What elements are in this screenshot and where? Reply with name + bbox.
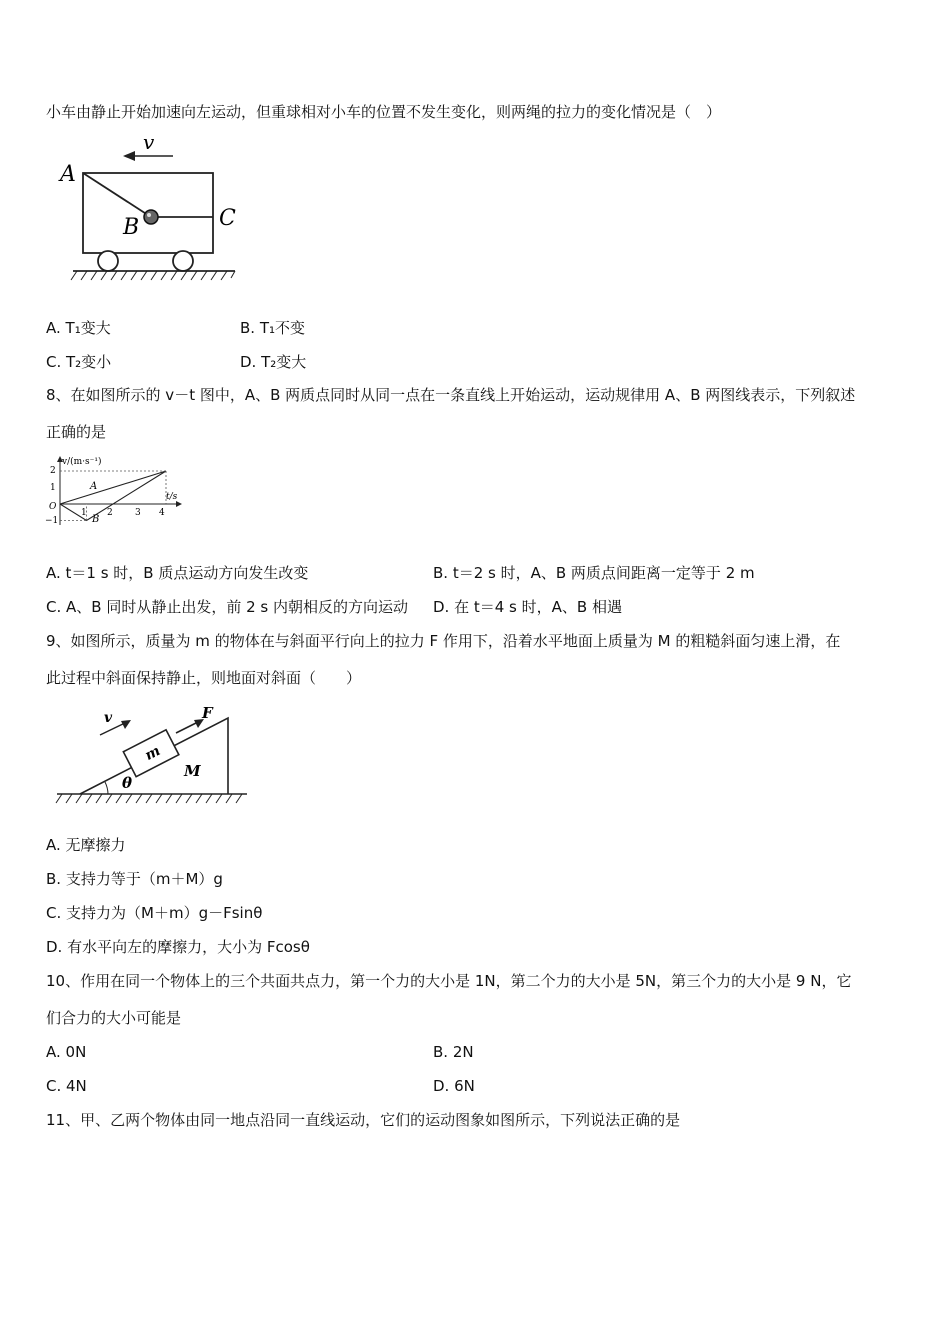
q8-ylabel: v/(m·s⁻¹) (62, 457, 102, 467)
q8-xtick: 2 (107, 508, 113, 518)
q7-cart-figure (55, 128, 255, 288)
q8-xtick: 3 (135, 508, 141, 518)
q10-option-c[interactable]: C. 4N (46, 1077, 87, 1095)
q9-option-d[interactable]: D. 有水平向左的摩擦力，大小为 Fcosθ (46, 938, 310, 956)
q8-xtick: 1 (81, 508, 87, 518)
q7-C-label: C (219, 206, 236, 231)
q8-vt-chart (44, 453, 194, 533)
q8-stem-line1: 8、在如图所示的 v－t 图中，A、B 两质点同时从同一点在一条直线上开始运动，运动规律用 A、B 两图线表示，下列叙述 (46, 386, 856, 404)
q9-option-c[interactable]: C. 支持力为（M＋m）g－Fsinθ (46, 904, 263, 922)
q8-xtick: 4 (159, 508, 165, 518)
q7-B-label: B (123, 215, 140, 240)
q8-ytick: −1 (45, 516, 59, 526)
q8-series-b-label: B (92, 514, 100, 525)
q9-stem-line2: 此过程中斜面保持静止，则地面对斜面（ ） (46, 669, 362, 687)
q7-v-label: v (143, 130, 155, 154)
q10-stem-line2: 们合力的大小可能是 (46, 1009, 182, 1027)
q8-option-c[interactable]: C. A、B 同时从静止出发，前 2 s 内朝相反的方向运动 (46, 598, 408, 616)
q9-F-label: F (202, 704, 213, 722)
q9-option-b[interactable]: B. 支持力等于（m＋M）g (46, 870, 223, 888)
q7-option-c[interactable]: C. T₂变小 (46, 353, 112, 371)
q8-ytick: 2 (50, 466, 56, 476)
q9-v-label: v (104, 710, 113, 726)
q8-option-b[interactable]: B. t＝2 s 时，A、B 两质点间距离一定等于 2 m (433, 564, 755, 582)
q9-M-label: M (184, 762, 201, 780)
q8-series-line-A (60, 471, 166, 504)
q8-xlabel: t/s (166, 492, 178, 502)
q7-option-d[interactable]: D. T₂变大 (240, 353, 307, 371)
q8-option-a[interactable]: A. t＝1 s 时，B 质点运动方向发生改变 (46, 564, 309, 582)
q8-origin: O (49, 502, 57, 512)
q11-stem-line1: 11、甲、乙两个物体由同一地点沿同一直线运动，它们的运动图象如图所示，下列说法正确的是 (46, 1111, 681, 1129)
q9-stem-line1: 9、如图所示，质量为 m 的物体在与斜面平行向上的拉力 F 作用下，沿着水平地面上质量为 M 的粗糙斜面匀速上滑，在 (46, 632, 841, 650)
q7-A-label: A (60, 162, 76, 187)
q7-stem: 小车由静止开始加速向左运动，但重球相对小车的位置不发生变化，则两绳的拉力的变化情况是（ ） (46, 103, 722, 121)
q9-theta-label: θ (122, 774, 133, 792)
q8-series-a-label: A (90, 481, 98, 492)
q10-stem-line1: 10、作用在同一个物体上的三个共面共点力，第一个力的大小是 1N，第二个力的大小是 5N，第三个力的大小是 9 N，它 (46, 972, 852, 990)
q10-option-b[interactable]: B. 2N (433, 1043, 474, 1061)
q8-series-line-B (60, 471, 166, 521)
q9-option-a[interactable]: A. 无摩擦力 (46, 836, 126, 854)
q8-stem-line2: 正确的是 (46, 423, 107, 441)
q8-ytick: 1 (50, 483, 56, 493)
q7-option-b[interactable]: B. T₁不变 (240, 319, 306, 337)
q10-option-a[interactable]: A. 0N (46, 1043, 87, 1061)
q10-option-d[interactable]: D. 6N (433, 1077, 475, 1095)
q8-option-d[interactable]: D. 在 t＝4 s 时，A、B 相遇 (433, 598, 622, 616)
q9-m-label: m (142, 742, 164, 764)
ball (144, 210, 158, 224)
q9-incline-figure (52, 700, 252, 815)
q7-option-a[interactable]: A. T₁变大 (46, 319, 111, 337)
